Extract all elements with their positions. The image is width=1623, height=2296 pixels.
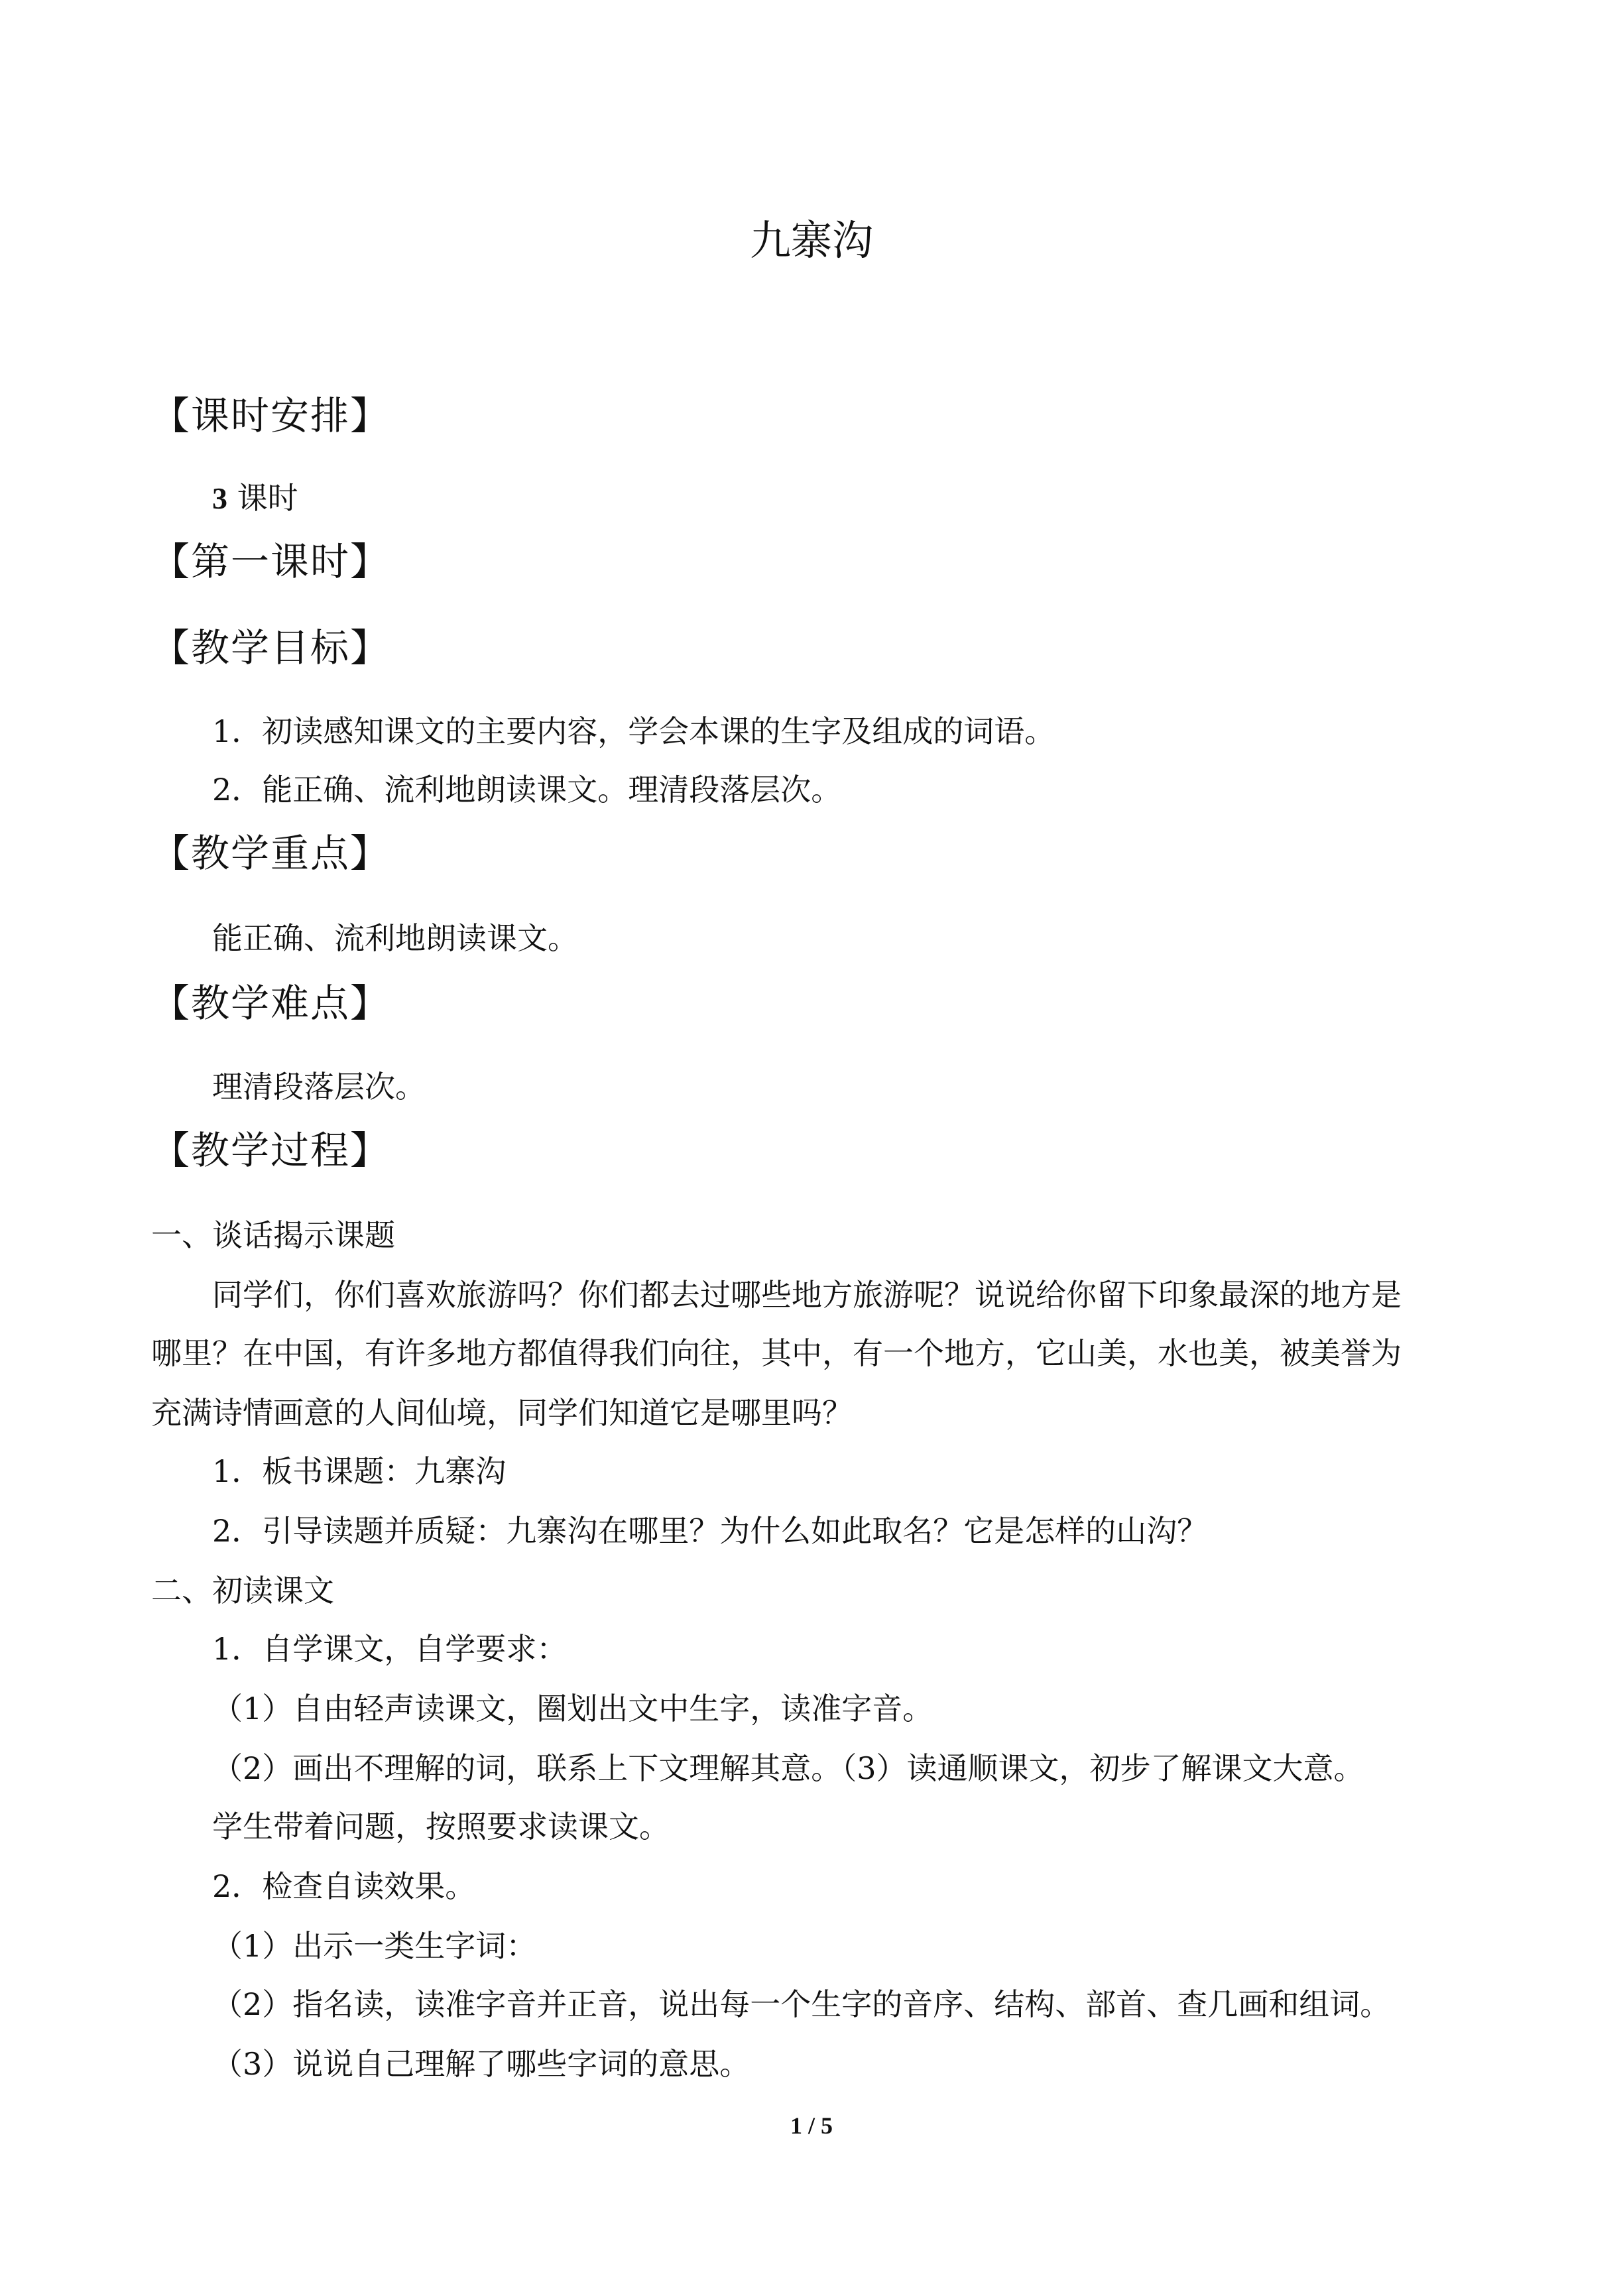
process-part1-para-line3: 充满诗情画意的人间仙境，同学们知道它是哪里吗？ xyxy=(151,1395,853,1431)
key-heading: 【教学重点】 xyxy=(151,831,391,876)
process-part2-item1-c: 学生带着问题，按照要求读课文。 xyxy=(212,1809,670,1844)
goals-heading: 【教学目标】 xyxy=(151,625,391,670)
process-part1-para-line1: 同学们，你们喜欢旅游吗？你们都去过哪些地方旅游呢？说说给你留下印象最深的地方是 xyxy=(212,1277,1402,1313)
page-title: 九寨沟 xyxy=(749,216,873,265)
goal-item-2: 2．能正确、流利地朗读课文。理清段落层次。 xyxy=(212,772,842,808)
process-part2-item1-a: （1）自由轻声读课文，圈划出文中生字，读准字音。 xyxy=(212,1691,933,1726)
goal-item-1: 1．初读感知课文的主要内容，学会本课的生字及组成的词语。 xyxy=(212,713,1055,749)
schedule-count: 3 xyxy=(212,481,227,515)
lesson-one-heading: 【第一课时】 xyxy=(151,539,391,584)
schedule-heading: 【课时安排】 xyxy=(151,393,391,438)
difficulty-text: 理清段落层次。 xyxy=(212,1069,426,1105)
page-number: 1 / 5 xyxy=(790,2112,833,2139)
process-part2-item1: 1．自学课文，自学要求： xyxy=(212,1631,568,1667)
process-heading: 【教学过程】 xyxy=(151,1128,391,1173)
process-part2-item2-b: （2）指名读，读准字音并正音，说出每一个生字的音序、结构、部首、查几画和组词。 xyxy=(212,1986,1391,2022)
process-part1-para-line2: 哪里？在中国，有许多地方都值得我们向往，其中，有一个地方，它山美，水也美，被美誉为 xyxy=(151,1335,1402,1371)
schedule-text xyxy=(212,480,298,516)
process-part1-title: 一、谈话揭示课题 xyxy=(151,1217,395,1253)
process-part2-item2-a: （1）出示一类生字词： xyxy=(212,1928,537,1964)
difficulty-heading: 【教学难点】 xyxy=(151,981,391,1026)
process-part1-item2: 2．引导读题并质疑：九寨沟在哪里？为什么如此取名？它是怎样的山沟？ xyxy=(212,1513,1208,1549)
schedule-unit: 课时 xyxy=(237,480,298,516)
key-text: 能正确、流利地朗读课文。 xyxy=(212,920,578,956)
process-part2-item1-b: （2）画出不理解的词，联系上下文理解其意。（3）读通顺课文，初步了解课文大意。 xyxy=(212,1750,1364,1786)
process-part2-item2: 2．检查自读效果。 xyxy=(212,1868,476,1904)
process-part2-item2-c: （3）说说自己理解了哪些字词的意思。 xyxy=(212,2046,751,2082)
process-part2-title: 二、初读课文 xyxy=(151,1573,334,1608)
process-part1-item1: 1．板书课题：九寨沟 xyxy=(212,1453,507,1489)
